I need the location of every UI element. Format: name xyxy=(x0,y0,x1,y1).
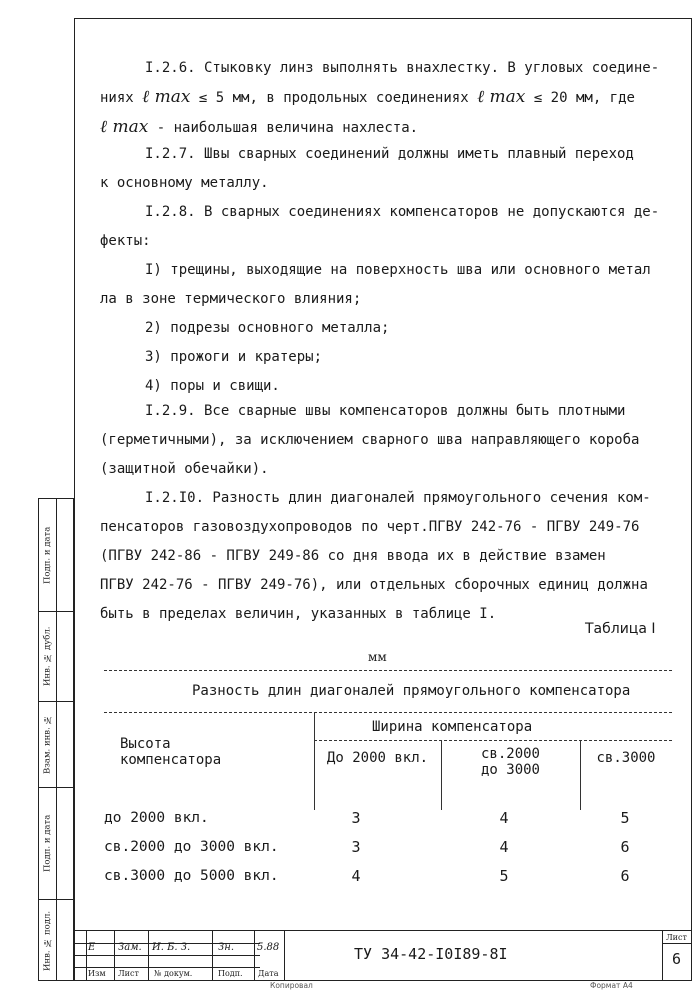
footer-copied-by: Копировал xyxy=(270,981,313,990)
p1210-line-5: быть в пределах величин, указанных в таблице I. xyxy=(100,606,497,622)
strip-vertical-divider xyxy=(56,499,57,980)
row-header: Высота компенсатора xyxy=(120,736,222,768)
group-header-rule xyxy=(314,740,672,741)
row-label: до 2000 вкл. xyxy=(104,810,209,826)
strip-label-inv-dubl: Инв. № дубл. xyxy=(42,626,53,686)
p128-line-1: I.2.8. В сварных соединениях компенсаторов не допускаются де- xyxy=(145,204,660,220)
l-max-symbol: ℓ max xyxy=(100,117,149,137)
group-header: Ширина компенсатора xyxy=(372,719,533,735)
row-label: св.2000 до 3000 вкл. xyxy=(104,839,279,855)
defect-item-1-cont: ла в зоне термического влияния; xyxy=(100,291,362,307)
p1210-line-2: пенсаторов газовоздухопроводов по черт.ПГВУ 242-76 - ПГВУ 249-76 xyxy=(100,519,640,535)
strip-label-vzam-inv: Взам. инв. № xyxy=(42,714,53,774)
paragraph-1-2-9 xyxy=(100,397,670,484)
stamp-row-line xyxy=(74,955,260,956)
stamp-col-doc: № докум. xyxy=(154,969,193,978)
p127-line-1: I.2.7. Швы сварных соединений должны иметь плавный переход xyxy=(145,146,634,162)
stamp-grid-line xyxy=(254,931,255,981)
stamp-col-list: Лист xyxy=(118,969,139,978)
strip-label-podp-data: Подп. и дата xyxy=(42,526,53,584)
col-header-1: До 2000 вкл. xyxy=(326,750,429,766)
p1210-line-1: I.2.I0. Разность длин диагоналей прямоугольного сечения ком- xyxy=(145,490,651,506)
strip-label-inv-podl: Инв. № подл. xyxy=(42,910,53,971)
stamp-grid-line xyxy=(284,931,285,981)
p129-line-1: I.2.9. Все сварные швы компенсаторов должны быть плотными xyxy=(145,403,626,419)
stamp-grid-line xyxy=(662,931,663,981)
defect-item-4: 4) поры и свищи. xyxy=(145,378,280,394)
text: ниях xyxy=(100,90,143,106)
cell-value: 4 xyxy=(499,809,509,827)
table-unit: мм xyxy=(368,650,387,664)
stamp-col-date: Дата xyxy=(258,969,279,978)
stamp-col-izm: Изм xyxy=(88,969,106,978)
cell-value: 5 xyxy=(499,867,509,885)
cell-value: 4 xyxy=(499,838,509,856)
stamp-col-sign: Подп. xyxy=(218,969,243,978)
p1210-line-4: ПГВУ 242-76 - ПГВУ 249-76), или отдельных сборочных единиц должна xyxy=(100,577,648,593)
signature-handwriting: Зн. xyxy=(218,942,234,953)
table-top-rule xyxy=(104,670,672,671)
stamp-grid-line xyxy=(212,931,213,981)
footer-format: Формат А4 xyxy=(590,981,633,990)
cell-value: 6 xyxy=(620,867,630,885)
p128-line-2: фекты: xyxy=(100,233,151,249)
p126-line-1: I.2.6. Стыковку линз выполнять внахлестку. В угловых соедине- xyxy=(145,60,660,76)
paragraph-1-2-6 xyxy=(100,54,670,143)
col-header-2: св.2000 до 3000 xyxy=(480,746,540,778)
document-number: ТУ 34-42-I0I89-8I xyxy=(354,945,508,963)
stamp-row-line xyxy=(662,943,692,944)
paragraph-1-2-8 xyxy=(100,198,670,401)
table-caption: Таблица I xyxy=(585,621,656,637)
p129-line-3: (защитной обечайки). xyxy=(100,461,269,477)
defect-item-1: I) трещины, выходящие на поверхность шва или основного метал xyxy=(145,262,651,278)
p1210-line-3: (ПГВУ 242-86 - ПГВУ 249-86 со дня ввода их в действие взамен xyxy=(100,548,606,564)
stamp-grid-line xyxy=(86,931,87,981)
p129-line-2: (герметичными), за исключением сварного шва направляющего короба xyxy=(100,432,640,448)
text: - наибольшая величина нахлеста. xyxy=(148,120,419,136)
signature-handwriting: И. Б. З. xyxy=(152,942,191,953)
strip-label-podp-data-2: Подп. и дата xyxy=(42,814,53,872)
stamp-row-line xyxy=(74,967,260,968)
paragraph-1-2-7 xyxy=(100,140,670,198)
l-max-symbol: ℓ max xyxy=(477,87,526,107)
p127-line-2: к основному металлу. xyxy=(100,175,269,191)
sheet-number: 6 xyxy=(672,950,682,968)
cell-value: 4 xyxy=(351,867,361,885)
cell-value: 3 xyxy=(351,838,361,856)
paragraph-1-2-10 xyxy=(100,484,670,629)
p126-line-3 xyxy=(100,113,670,143)
signature-handwriting: Е xyxy=(88,942,96,953)
title-block xyxy=(74,930,692,981)
sheet-label: Лист xyxy=(666,933,687,942)
margin-strip xyxy=(38,498,74,981)
signature-handwriting: Зам. xyxy=(118,942,142,953)
table-header-rule xyxy=(104,712,672,713)
cell-value: 3 xyxy=(351,809,361,827)
defect-item-3: 3) прожоги и кратеры; xyxy=(145,349,323,365)
col-header-3: св.3000 xyxy=(596,750,656,766)
defect-item-2: 2) подрезы основного металла; xyxy=(145,320,390,336)
text: ≤ 5 мм, в продольных соединениях xyxy=(190,90,478,106)
p126-line-2 xyxy=(100,83,670,113)
l-max-symbol: ℓ max xyxy=(142,87,191,107)
cell-value: 5 xyxy=(620,809,630,827)
row-label: св.3000 до 5000 вкл. xyxy=(104,868,279,884)
cell-value: 6 xyxy=(620,838,630,856)
stamp-grid-line xyxy=(114,931,115,981)
text: ≤ 20 мм, где xyxy=(525,90,635,106)
signature-handwriting: 5.88 xyxy=(257,942,280,953)
stamp-grid-line xyxy=(148,931,149,981)
table-title: Разность длин диагоналей прямоугольного компенсатора xyxy=(192,683,631,699)
